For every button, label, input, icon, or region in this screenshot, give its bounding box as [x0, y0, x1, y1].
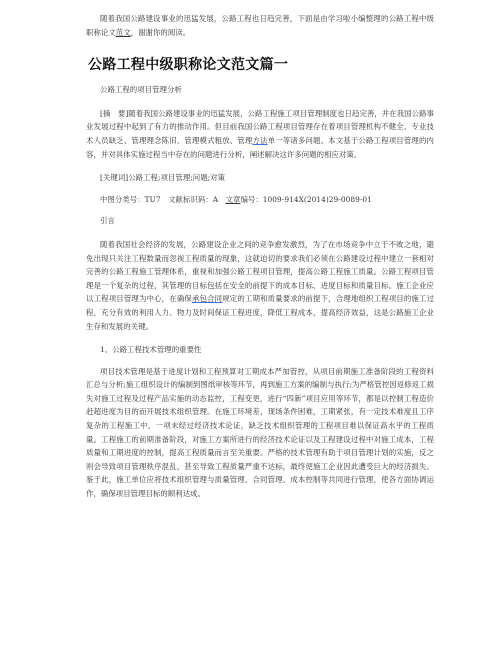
classification-line [86, 193, 434, 207]
abstract-link-fangfa[interactable]: 方法 [252, 135, 268, 145]
section1-heading: 1、公路工程技术管理的重要性 [100, 345, 202, 355]
classification-link-wenzhang[interactable]: 文章 [225, 194, 241, 204]
article-title: 公路工程中级职称论文范文篇一 [88, 57, 289, 74]
intro-body-part1: 随着我国社会经济的发展，公路建设企业之间的竞争愈发激烈，为了在市场竞争中立于不败之地，避免出现只关注工程数量而忽视工程质量的现象，这就迫切的要求我们必须在公路建设过程中建立一套相对完善的公路工程施工管理体系，重视和加强公路工程项目管理，提高公路工程施工质量。公路工程项目管理是一个复杂的过程，其管理的目标包括在安全的前提下的成本目标、进度目标和质量目标。施工企业应以工程项目管理为中心，在确保 [86, 239, 434, 304]
abstract-paragraph [86, 107, 434, 161]
section1-paragraph: 项目技术管理是基于进度计划和工程预算对工期成本严加管控，从项目前期施工准备阶段的工程资料汇总与分析;施工组织设计的编制到图纸审核等环节，再到施工方案的编制与执行;为严格管控因返修返工损失对施工过程及过程产品实施的动态监控，工程变更，进行“四新”项目应用等环节，都是以控制工程造价赶超进度为目的而开展技术组织管理。在施工环境差，现场条件困难，工期紧张，有一定技术难度且工序复杂的工程施工中，一项未经过经济技术论证，缺乏技术组织管理的工程项目难以保证高水平的工程质量。工程施工的前期准备阶段，对施工方案所进行的经济技术论证以及工程建设过程中对施工成本，工程质量和工期进度的控制，提高工程质量而言至关重要。严格的技术管理有助于项目管理计划的实施，反之则会导致项目管理秩序混乱，甚至导致工程质量严重不达标，最终使施工企业因此遭受巨大的经济损失。鉴于此，施工单位应将技术组织管理与质量管理、合同管理、成本控制等共同进行管理，使各方面协调运作，确保项目管理目标的顺利达成。 [86, 366, 434, 499]
keywords-line: [关键词]公路工程;项目管理;问题;对策 [100, 173, 226, 183]
classification-text-after: 编号：1009-914X(2014)29-0089-01 [240, 194, 372, 204]
intro-body-part2: 规定的工期和质量要求的前提下，合理地组织工程项目的施工过程，充分有效的利用人力、物力及时间保证工程进度，降低工程成本，提高经济效益，这是公路施工企业生存和发展的关键。 [86, 294, 435, 331]
intro-body-paragraph [86, 238, 434, 333]
classification-text-before: 中图分类号：TU7 文献标识码：A [100, 194, 226, 204]
abstract-text-part2: 单一等诸多问题。本文基于公路工程项目管理的内容，并对具体实施过程当中存在的问题进行分析，阐述解决这许多问题的相应对策。 [86, 135, 434, 159]
intro-link-fanwen[interactable]: 范文 [115, 27, 131, 37]
intro-text-before: 随着我国公路建设事业的迅猛发展，公路工程也日趋完善，下面是由学习啦小编整理的公路工程中级职称论文 [86, 14, 434, 37]
intro-paragraph [86, 12, 434, 39]
intro-link-contract[interactable]: 承包合同 [191, 294, 223, 304]
article-subtitle: 公路工程的项目管理分析 [100, 85, 182, 95]
intro-heading: 引言 [100, 216, 115, 226]
intro-text-after: ，谢谢你的阅读。 [130, 27, 191, 37]
abstract-text-part1: [摘 要]随着我国公路建设事业的迅猛发展，公路工程施工项目管理制度也日趋完善，并在我国公路事业发展过程中起到了有力的推动作用。但目前我国公路工程项目管理存在着项目管理机构不健全、专业技术人员缺乏、管理理念陈旧、管理模式粗放、管理 [86, 108, 434, 145]
